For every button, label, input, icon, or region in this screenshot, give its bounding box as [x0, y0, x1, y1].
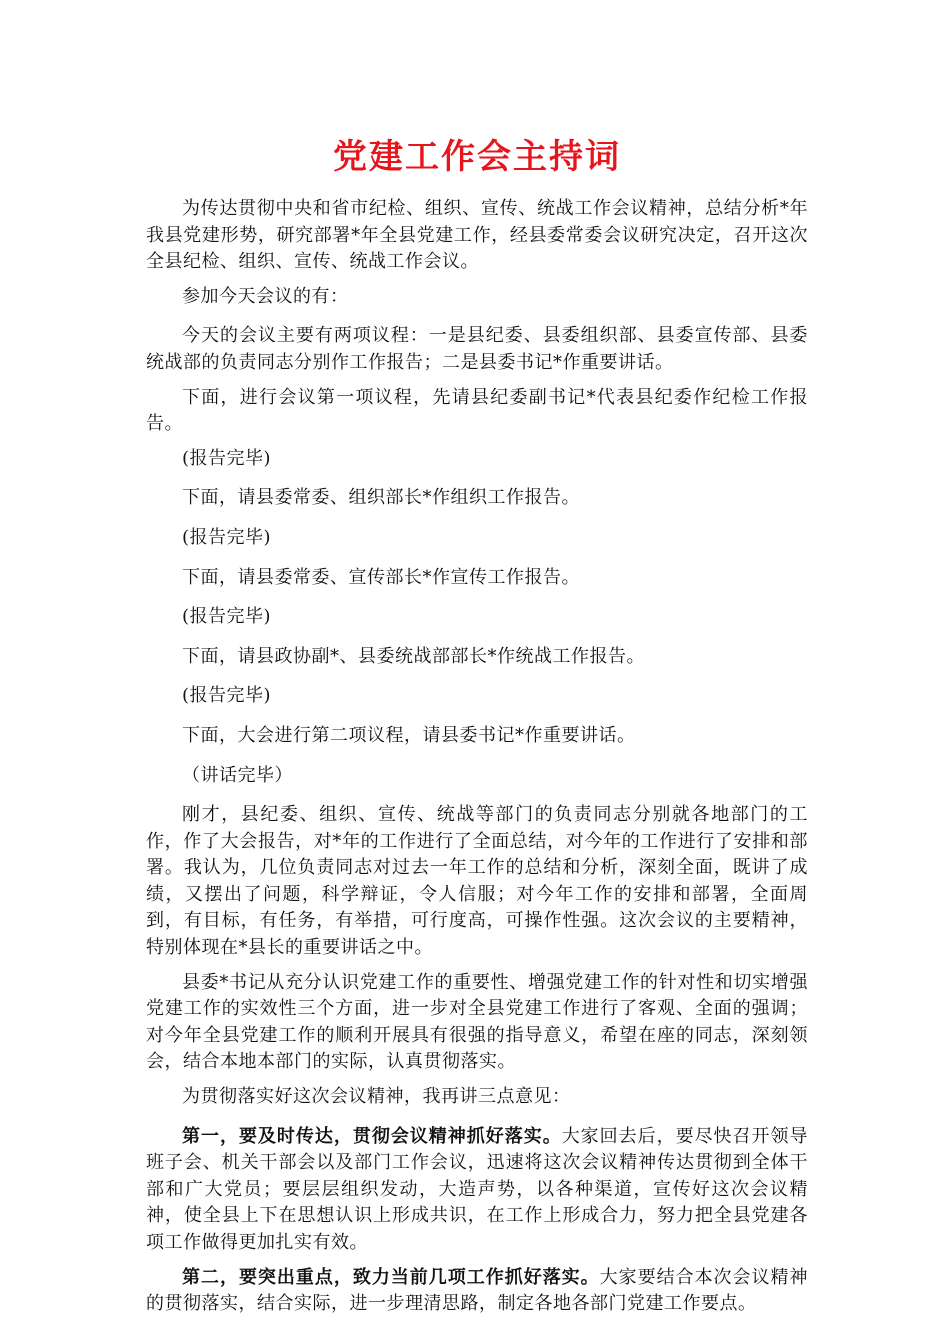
paragraph-point-one: 第一，要及时传达，贯彻会议精神抓好落实。大家回去后，要尽快召开领导班子会、机关干部会以及部门工作会议，迅速将这次会议精神传达贯彻到全体干部和广大党员；要层层组织发动，大造声势，以各种渠道，宣传好这次会议精神，使全县上下在思想认识上形成共识，在工作上形成合力，努力把全县党建各项工作做得更加扎实有效。: [146, 1125, 808, 1253]
paragraph-second-item: 下面，大会进行第二项议程，请县委书记*作重要讲话。: [182, 724, 636, 746]
point-one-heading: 第一，要及时传达，贯彻会议精神抓好落实。: [182, 1125, 562, 1147]
paragraph-first-item: 下面，进行会议第一项议程，先请县纪委副书记*代表县纪委作纪检工作报告。: [146, 386, 808, 435]
paragraph-attendees: 参加今天会议的有：: [182, 285, 349, 307]
paragraph-summary: 刚才，县纪委、组织、宣传、统战等部门的负责同志分别就各地部门的工作，作了大会报告，对*年的工作进行了全面总结，对今年的工作进行了安排和部署。我认为，几位负责同志对过去一年工作的总结和分析，深刻全面，既讲了成绩，又摆出了问题，科学辩证，令人信服；对今年工作的安排和部署，全面周到，有目标，有任务，有举措，可行度高，可操作性强。这次会议的主要精神，特别体现在*县长的重要讲话之中。: [146, 804, 808, 959]
paragraph-report-done: (报告完毕): [182, 526, 272, 548]
paragraph-report-done: (报告完毕): [182, 606, 272, 628]
paragraph-report-done: (报告完毕): [182, 447, 272, 469]
document-title: 党建工作会主持词: [333, 137, 621, 177]
paragraph-agenda: 今天的会议主要有两项议程：一是县纪委、县委组织部、县委宣传部、县委统战部的负责同志分别作工作报告；二是县委书记*作重要讲话。: [146, 325, 808, 373]
paragraph-three-points: 为贯彻落实好这次会议精神，我再讲三点意见：: [182, 1086, 571, 1108]
point-two-heading: 第二，要突出重点，致力当前几项工作抓好落实。: [182, 1266, 600, 1288]
document-page: [146, 132, 808, 1326]
paragraph-point-two: 第二，要突出重点，致力当前几项工作抓好落实。大家要结合本次会议精神的贯彻落实，结合实际，进一步理清思路，制定各地各部门党建工作要点。: [146, 1266, 808, 1315]
paragraph-publicity-report: 下面，请县委常委、宣传部长*作宣传工作报告。: [182, 566, 580, 588]
paragraph-purpose: 为传达贯彻中央和省市纪检、组织、宣传、统战工作会议精神，总结分析*年我县党建形势，研究部署*年全县党建工作，经县委常委会议研究决定，召开这次全县纪检、组织、宣传、统战工作会议。: [146, 198, 808, 273]
paragraph-united-front-report: 下面，请县政协副*、县委统战部部长*作统战工作报告。: [182, 645, 645, 667]
paragraph-secretary-speech: 县委*书记从充分认识党建工作的重要性、增强党建工作的针对性和切实增强党建工作的实效性三个方面，进一步对全县党建工作进行了客观、全面的强调；对今年全县党建工作的顺利开展具有很强的指导意义，希望在座的同志，深刻领会，结合本地本部门的实际，认真贯彻落实。: [146, 971, 808, 1073]
paragraph-speech-done: （讲话完毕）: [182, 764, 293, 786]
paragraph-organization-report: 下面，请县委常委、组织部长*作组织工作报告。: [182, 487, 580, 509]
paragraph-report-done: (报告完毕): [182, 685, 272, 707]
